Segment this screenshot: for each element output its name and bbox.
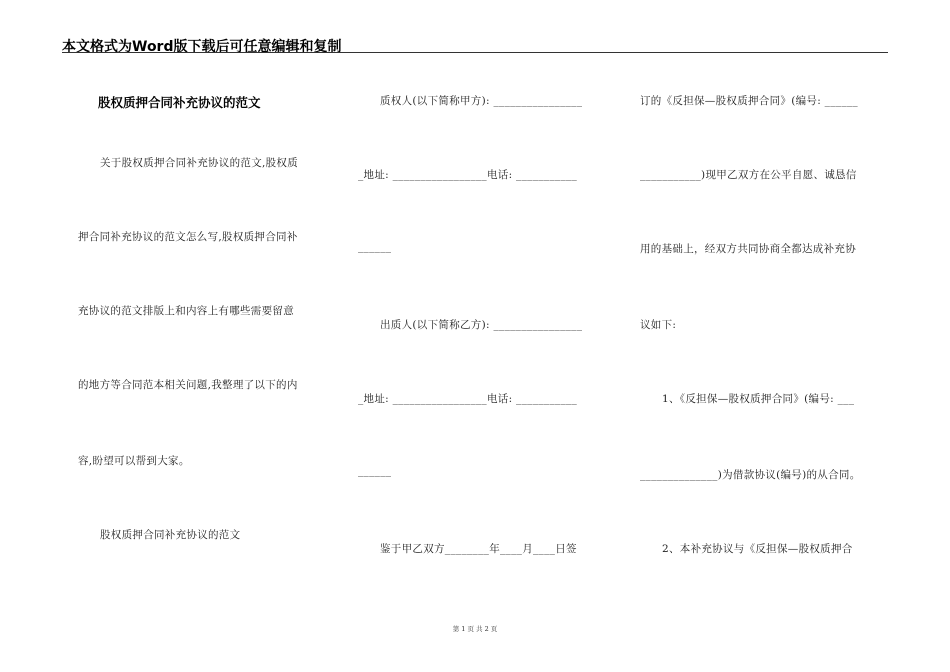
document-header: 本文格式为Word版下载后可任意编辑和复制 [62, 39, 342, 55]
col3-line: ___________)现甲乙双方在公平自愿、诚恳信 [640, 169, 857, 181]
col2-line: ______ [358, 241, 392, 253]
col3-line: 1、《反担保—股权质押合同》(编号: ___ [662, 393, 855, 405]
document-title: 股权质押合同补充协议的范文 [98, 95, 261, 110]
col1-line: 容,盼望可以帮到大家。 [78, 455, 190, 467]
col3-line: ______________)为借款协议(编号)的从合同。 [640, 469, 861, 481]
col2-line: 出质人(以下简称乙方): ________________ [380, 319, 583, 331]
col1-line: 充协议的范文排版上和内容上有哪些需要留意 [78, 305, 294, 317]
col3-line: 订的《反担保—股权质押合同》(编号: ______ [640, 95, 858, 107]
col3-line: 用的基础上，经双方共同协商全都达成补充协 [640, 243, 856, 255]
col2-line: ______ [358, 465, 392, 477]
col3-line: 2、本补充协议与《反担保—股权质押合 [662, 543, 853, 555]
col1-line: 关于股权质押合同补充协议的范文,股权质 [100, 157, 299, 169]
col2-line: 鉴于甲乙双方________年____月____日签 [380, 543, 577, 555]
col1-line: 押合同补充协议的范文怎么写,股权质押合同补 [78, 231, 298, 243]
col2-line: _地址: _________________电话: ___________ [358, 169, 578, 181]
col2-line: 质权人(以下简称甲方): ________________ [380, 95, 583, 107]
page-number: 第 1 页 共 2 页 [452, 625, 498, 633]
header-divider [62, 52, 888, 53]
col1-line: 的地方等合同范本相关问题,我整理了以下的内 [78, 379, 298, 391]
col2-line: _地址: _________________电话: ___________ [358, 393, 578, 405]
col3-line: 议如下: [640, 319, 677, 331]
col1-line: 股权质押合同补充协议的范文 [100, 529, 241, 541]
